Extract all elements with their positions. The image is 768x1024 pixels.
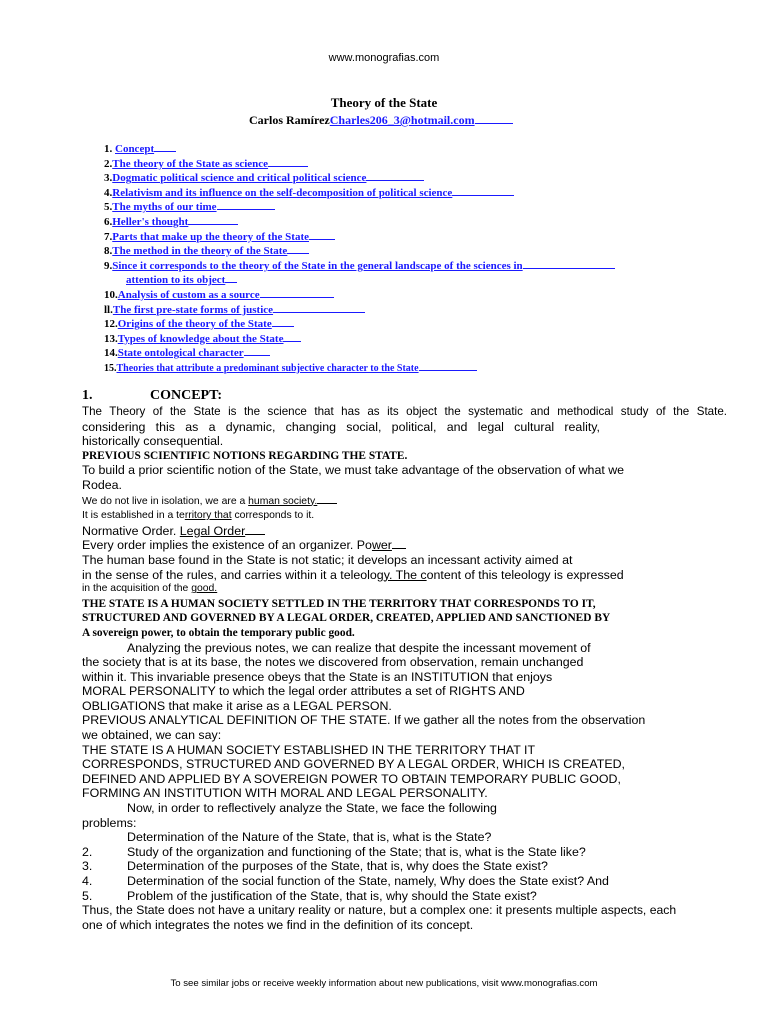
definition-line: STRUCTURED AND GOVERNED BY A LEGAL ORDER, CREATED, APPLIED AND SANCTIONED BY <box>82 612 611 625</box>
toc-number: 4. <box>104 186 113 199</box>
document-title: Theory of the State <box>330 95 438 110</box>
note-text: We do not live in isolation, we are a <box>82 495 249 507</box>
paragraph-line: OBLIGATIONS that make it arise as a LEGAL PERSON. <box>82 698 392 713</box>
toc-fill <box>523 258 615 269</box>
toc-item[interactable] <box>104 185 615 200</box>
toc-item[interactable] <box>104 316 615 331</box>
list-text: Determination of the social function of the State, namely, Why does the State exist? And <box>127 874 609 888</box>
toc-item[interactable] <box>104 302 615 317</box>
paragraph-line: Now, in order to reflectively analyze the State, we face the following <box>127 801 497 816</box>
toc-link[interactable]: The theory of the State as science <box>112 157 269 170</box>
note-text: in the acquisition of the <box>82 583 192 595</box>
toc-fill <box>272 316 294 327</box>
toc-item[interactable] <box>104 170 615 185</box>
paragraph-line: MORAL PERSONALITY to which the legal order attributes a set of RIGHTS AND <box>82 684 525 699</box>
paragraph-line: the society that is at its base, the notes we discovered from observation, remain unchanged <box>82 655 584 670</box>
note-underlined: y. The c <box>383 567 427 582</box>
underline-fill <box>317 493 337 504</box>
paragraph-line: FORMING AN INSTITUTION WITH MORAL AND LEGAL PERSONALITY. <box>82 786 488 801</box>
toc-number: ll. <box>104 303 113 316</box>
list-number: 2. <box>82 844 93 859</box>
paragraph-line: The human base found in the State is not static; it develops an incessant activity aimed at <box>82 552 573 567</box>
note-underlined: Legal Order <box>179 523 246 538</box>
list-number: 5. <box>82 888 93 903</box>
paragraph-line: To build a prior scientific notion of the State, we must take advantage of the observation of what we <box>82 463 625 478</box>
toc-link[interactable]: The myths of our time <box>112 201 217 214</box>
toc-fill <box>154 141 176 152</box>
toc-fill <box>188 214 238 225</box>
note-text: Normative Order. <box>82 523 180 538</box>
toc-number: 8. <box>104 245 113 258</box>
underline-fill <box>245 524 265 535</box>
paragraph-line: within it. This invariable presence obeys that the State is an INSTITUTION that enjoys <box>82 669 553 684</box>
paragraph-line: considering this as a dynamic, changing social, political, and legal cultural reality, <box>82 419 600 434</box>
list-number: 3. <box>82 859 93 874</box>
note-line <box>82 568 727 583</box>
toc-item[interactable] <box>104 287 615 302</box>
note-text: It is established in a te <box>82 510 185 522</box>
note-text: ontent of this teleology is expressed <box>426 567 624 582</box>
note-text: Every order implies the existence of an organizer. Po <box>82 538 372 553</box>
note-line <box>82 493 727 510</box>
toc-fill <box>273 302 365 313</box>
toc-item[interactable] <box>104 199 615 214</box>
paragraph-line: we obtained, we can say: <box>82 728 222 743</box>
note-text: in the sense of the rules, and carries within it a teleolog <box>82 567 384 582</box>
subheading: PREVIOUS SCIENTIFIC NOTIONS REGARDING THE STATE. <box>82 449 408 462</box>
toc-number: 10. <box>104 288 118 301</box>
list-number: 4. <box>82 874 93 888</box>
paragraph-line: Rodea. <box>82 477 122 492</box>
note-text: corresponds to it. <box>231 510 315 522</box>
toc-link[interactable]: Relativism and its influence on the self-decomposition of political science <box>112 186 453 199</box>
toc-fill <box>366 170 424 181</box>
toc-number: 5. <box>104 201 113 214</box>
toc-fill <box>217 199 275 210</box>
toc-link[interactable]: Theories that attribute a predominant subjective character to the State <box>116 362 419 374</box>
note-line <box>82 509 727 524</box>
toc-fill <box>452 185 514 196</box>
toc-fill <box>309 229 335 240</box>
paragraph-line: The Theory of the State is the science that has as its object the systematic and methodical study of the State. <box>82 405 727 418</box>
toc-fill <box>419 360 477 371</box>
toc-link[interactable]: Dogmatic political science and critical political science <box>112 172 367 185</box>
toc-number: 7. <box>104 230 113 243</box>
list-item: Determination of the Nature of the State, that is, what is the State? <box>127 830 492 845</box>
toc-item[interactable] <box>104 214 615 229</box>
toc-item[interactable] <box>104 258 615 273</box>
toc-fill <box>268 156 308 167</box>
document-body <box>82 405 727 932</box>
toc-number: 3. <box>104 172 113 185</box>
toc-number: 6. <box>104 215 113 228</box>
toc-link[interactable]: State ontological character <box>117 347 244 360</box>
toc-item[interactable] <box>104 331 615 346</box>
toc-item[interactable] <box>104 229 615 244</box>
toc-number: 2. <box>104 157 113 170</box>
footer-note: To see similar jobs or receive weekly information about new publications, visit www.monografias.com <box>170 978 598 989</box>
table-of-contents <box>104 141 615 375</box>
paragraph-line: one of which integrates the notes we find in the definition of its concept. <box>82 917 474 932</box>
toc-link[interactable]: The method in the theory of the State <box>112 245 288 258</box>
underline-fill <box>392 538 406 549</box>
toc-link[interactable]: Concept <box>115 143 155 155</box>
toc-link[interactable]: Origins of the theory of the State <box>117 318 272 331</box>
author-email-link[interactable]: Charles206_3@hotmail.com <box>329 113 475 127</box>
toc-item[interactable] <box>104 272 615 287</box>
paragraph-line: Analyzing the previous notes, we can realize that despite the incessant movement of <box>127 640 591 655</box>
paragraph-line: DEFINED AND APPLIED BY A SOVEREIGN POWER TO OBTAIN TEMPORARY PUBLIC GOOD, <box>82 771 621 786</box>
note-underlined: human society. <box>248 495 318 507</box>
paragraph-line: CORRESPONDS, STRUCTURED AND GOVERNED BY A LEGAL ORDER, WHICH IS CREATED, <box>82 757 625 772</box>
author-name: Carlos Ramírez <box>249 113 330 127</box>
email-underline-fill <box>475 112 513 124</box>
section-heading <box>82 388 222 404</box>
note-underlined: wer <box>371 538 392 553</box>
list-text: Study of the organization and functioning of the State; that is, what is the State like? <box>127 844 586 859</box>
list-text: Problem of the justification of the State, that is, why should the State exist? <box>127 888 537 903</box>
toc-item[interactable] <box>104 156 615 171</box>
toc-fill <box>283 331 301 342</box>
toc-number: 13. <box>104 332 118 345</box>
list-item <box>82 889 727 904</box>
paragraph-line: problems: <box>82 815 137 830</box>
toc-link[interactable]: The first pre-state forms of justice <box>112 303 274 316</box>
definition-line: A sovereign power, to obtain the temporary public good. <box>82 626 355 639</box>
toc-link[interactable]: Since it corresponds to the theory of the State in the general landscape of the sciences in <box>112 259 523 272</box>
paragraph-line: Thus, the State does not have a unitary reality or nature, but a complex one: it presents multiple aspects, each <box>82 903 677 918</box>
toc-fill <box>244 345 270 356</box>
list-item <box>82 859 727 874</box>
paragraph-line: THE STATE IS A HUMAN SOCIETY ESTABLISHED IN THE TERRITORY THAT IT <box>82 742 536 757</box>
toc-item[interactable] <box>104 141 615 156</box>
paragraph-line: PREVIOUS ANALYTICAL DEFINITION OF THE STATE. If we gather all the notes from the observation <box>82 713 646 728</box>
toc-link[interactable]: Types of knowledge about the State <box>117 332 284 345</box>
toc-fill <box>287 243 309 254</box>
toc-link[interactable]: Heller's thought <box>112 215 189 228</box>
list-item <box>82 845 727 860</box>
toc-item[interactable] <box>104 360 615 375</box>
list-text: Determination of the purposes of the State, that is, why does the State exist? <box>127 859 548 874</box>
note-line <box>82 582 727 597</box>
note-underlined: good. <box>191 583 218 595</box>
list-item <box>82 874 727 889</box>
toc-link[interactable]: attention to its object <box>126 274 226 287</box>
section-title: CONCEPT: <box>150 388 223 403</box>
paragraph-line: historically consequential. <box>82 434 224 449</box>
toc-link[interactable]: Parts that make up the theory of the State <box>112 230 309 243</box>
toc-number: 1. <box>104 143 115 155</box>
toc-number: 9. <box>104 259 113 272</box>
toc-number: 14. <box>104 347 118 360</box>
toc-number: 12. <box>104 318 118 331</box>
toc-number: 15. <box>104 362 117 374</box>
toc-fill <box>225 272 237 283</box>
definition-line: THE STATE IS A HUMAN SOCIETY SETTLED IN THE TERRITORY THAT CORRESPONDS TO IT, <box>82 597 596 610</box>
toc-item[interactable] <box>104 243 615 258</box>
toc-fill <box>260 287 334 298</box>
note-line <box>82 538 727 553</box>
note-underlined: rritory that <box>184 510 232 522</box>
toc-item[interactable] <box>104 345 615 360</box>
byline <box>249 112 513 128</box>
note-line <box>82 524 727 539</box>
toc-link[interactable]: Analysis of custom as a source <box>117 288 260 301</box>
header-url: www.monografias.com <box>328 52 440 64</box>
section-number: 1. <box>82 388 93 403</box>
